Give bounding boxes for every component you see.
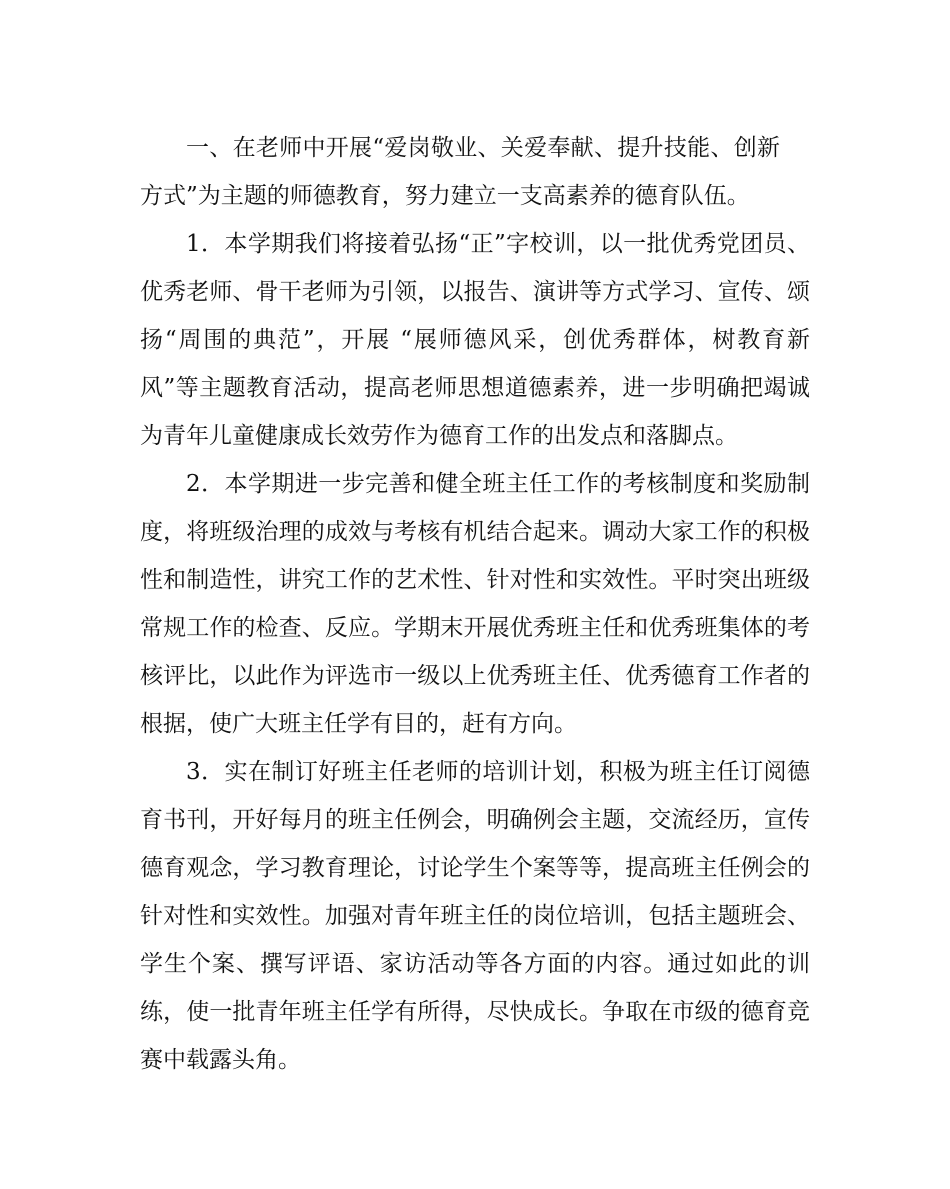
- paragraph-item-2: [140, 460, 810, 748]
- paragraph-text: 2．本学期进一步完善和健全班主任工作的考核制度和奖励制度，将班级治理的成效与考核有机结合起来。调动大家工作的积极性和制造性，讲究工作的艺术性、针对性和实效性。平时突出班级常规工作的检查、反应。学期末开展优秀班主任和优秀班集体的考核评比，以此作为评选市一级以上优秀班主任、优秀德育工作者的根据，使广大班主任学有目的，赶有方向。: [140, 471, 810, 737]
- paragraph-text: 1．本学期我们将接着弘扬“正”字校训，以一批优秀党团员、优秀老师、骨干老师为引领，以报告、演讲等方式学习、宣传、颂扬“周围的典范”，开展 “展师德风采，创优秀群体，树教育新风”等主题教育活动，提高老师思想道德素养，进一步明确把竭诚为青年儿童健康成长效劳作为德育工作的出发点和落脚点。: [140, 231, 810, 449]
- paragraph-text: 3．实在制订好班主任老师的培训计划，积极为班主任订阅德育书刊，开好每月的班主任例会，明确例会主题，交流经历，宣传德育观念，学习教育理论，讨论学生个案等等，提高班主任例会的针对性和实效性。加强对青年班主任的岗位培训，包括主题班会、学生个案、撰写评语、家访活动等各方面的内容。通过如此的训练，使一批青年班主任学有所得，尽快成长。争取在市级的德育竞赛中载露头角。: [140, 759, 810, 1073]
- paragraph-heading-1: [140, 124, 780, 220]
- paragraph-item-3: [140, 748, 810, 1084]
- paragraph-item-1: [140, 220, 810, 460]
- paragraph-text: 一、在老师中开展“爱岗敬业、关爱奉献、提升技能、创新方式”为主题的师德教育，努力建立一支高素养的德育队伍。: [140, 135, 780, 209]
